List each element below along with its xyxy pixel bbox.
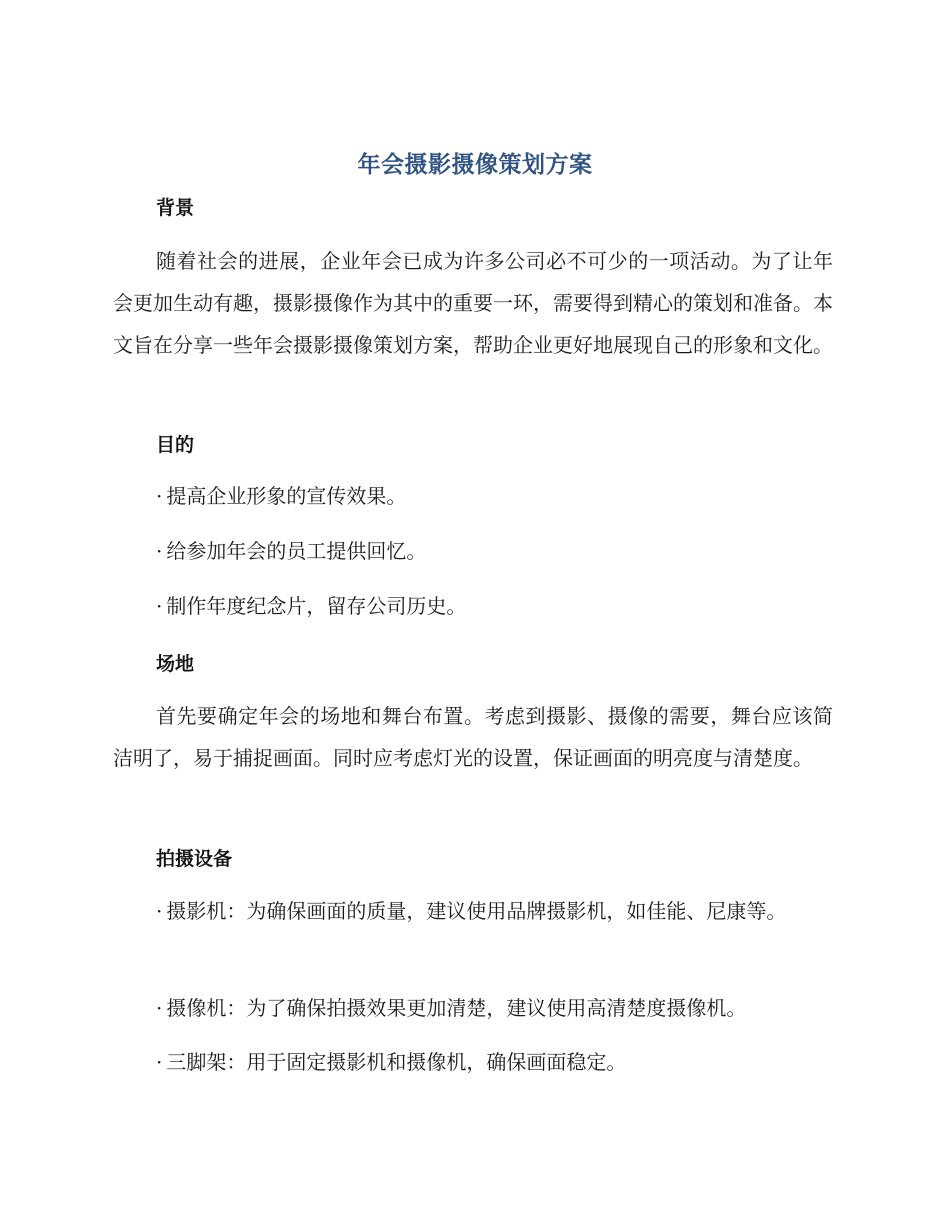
- purpose-list-item: [156, 530, 426, 572]
- venue-paragraph: 首先要确定年会的场地和舞台布置。考虑到摄影、摄像的需要，舞台应该简洁明了，易于捕捉画面。同时应考虑灯光的设置，保证画面的明亮度与清楚度。: [113, 704, 833, 770]
- bullet-dot: ·: [156, 484, 163, 508]
- bullet-dot: ·: [156, 899, 163, 923]
- equipment-item-text: 三脚架：用于固定摄影机和摄像机，确保画面稳定。: [166, 1050, 627, 1074]
- bullet-dot: ·: [156, 594, 163, 618]
- equipment-item-text: 摄像机：为了确保拍摄效果更加清楚，建议使用高清楚度摄像机。: [166, 996, 747, 1020]
- purpose-list-item: [156, 475, 406, 517]
- equipment-list-item: [113, 890, 813, 932]
- purpose-item-text: 制作年度纪念片，留存公司历史。: [166, 594, 467, 618]
- bullet-dot: ·: [156, 996, 163, 1020]
- purpose-item-text: 提高企业形象的宣传效果。: [166, 484, 407, 508]
- background-paragraph: 随着社会的进展，企业年会已成为许多公司必不可少的一项活动。为了让年会更加生动有趣，摄影摄像作为其中的重要一环，需要得到精心的策划和准备。本文旨在分享一些年会摄影摄像策划方案，帮助企业更好地展现自己的形象和文化。: [113, 249, 833, 357]
- section-heading-equipment: 拍摄设备: [156, 848, 233, 870]
- section-heading-purpose: 目的: [156, 434, 195, 456]
- equipment-item-text: 摄影机：为确保画面的质量，建议使用品牌摄影机，如佳能、尼康等。: [166, 899, 787, 923]
- section-heading-venue: 场地: [156, 653, 195, 675]
- section-heading-background: 背景: [156, 197, 195, 219]
- purpose-list-item: [156, 585, 466, 627]
- purpose-item-text: 给参加年会的员工提供回忆。: [166, 539, 427, 563]
- equipment-list-item: [156, 1041, 626, 1083]
- document-title: 年会摄影摄像策划方案: [357, 152, 593, 178]
- equipment-list-item: [156, 987, 746, 1029]
- bullet-dot: ·: [156, 1050, 163, 1074]
- bullet-dot: ·: [156, 539, 163, 563]
